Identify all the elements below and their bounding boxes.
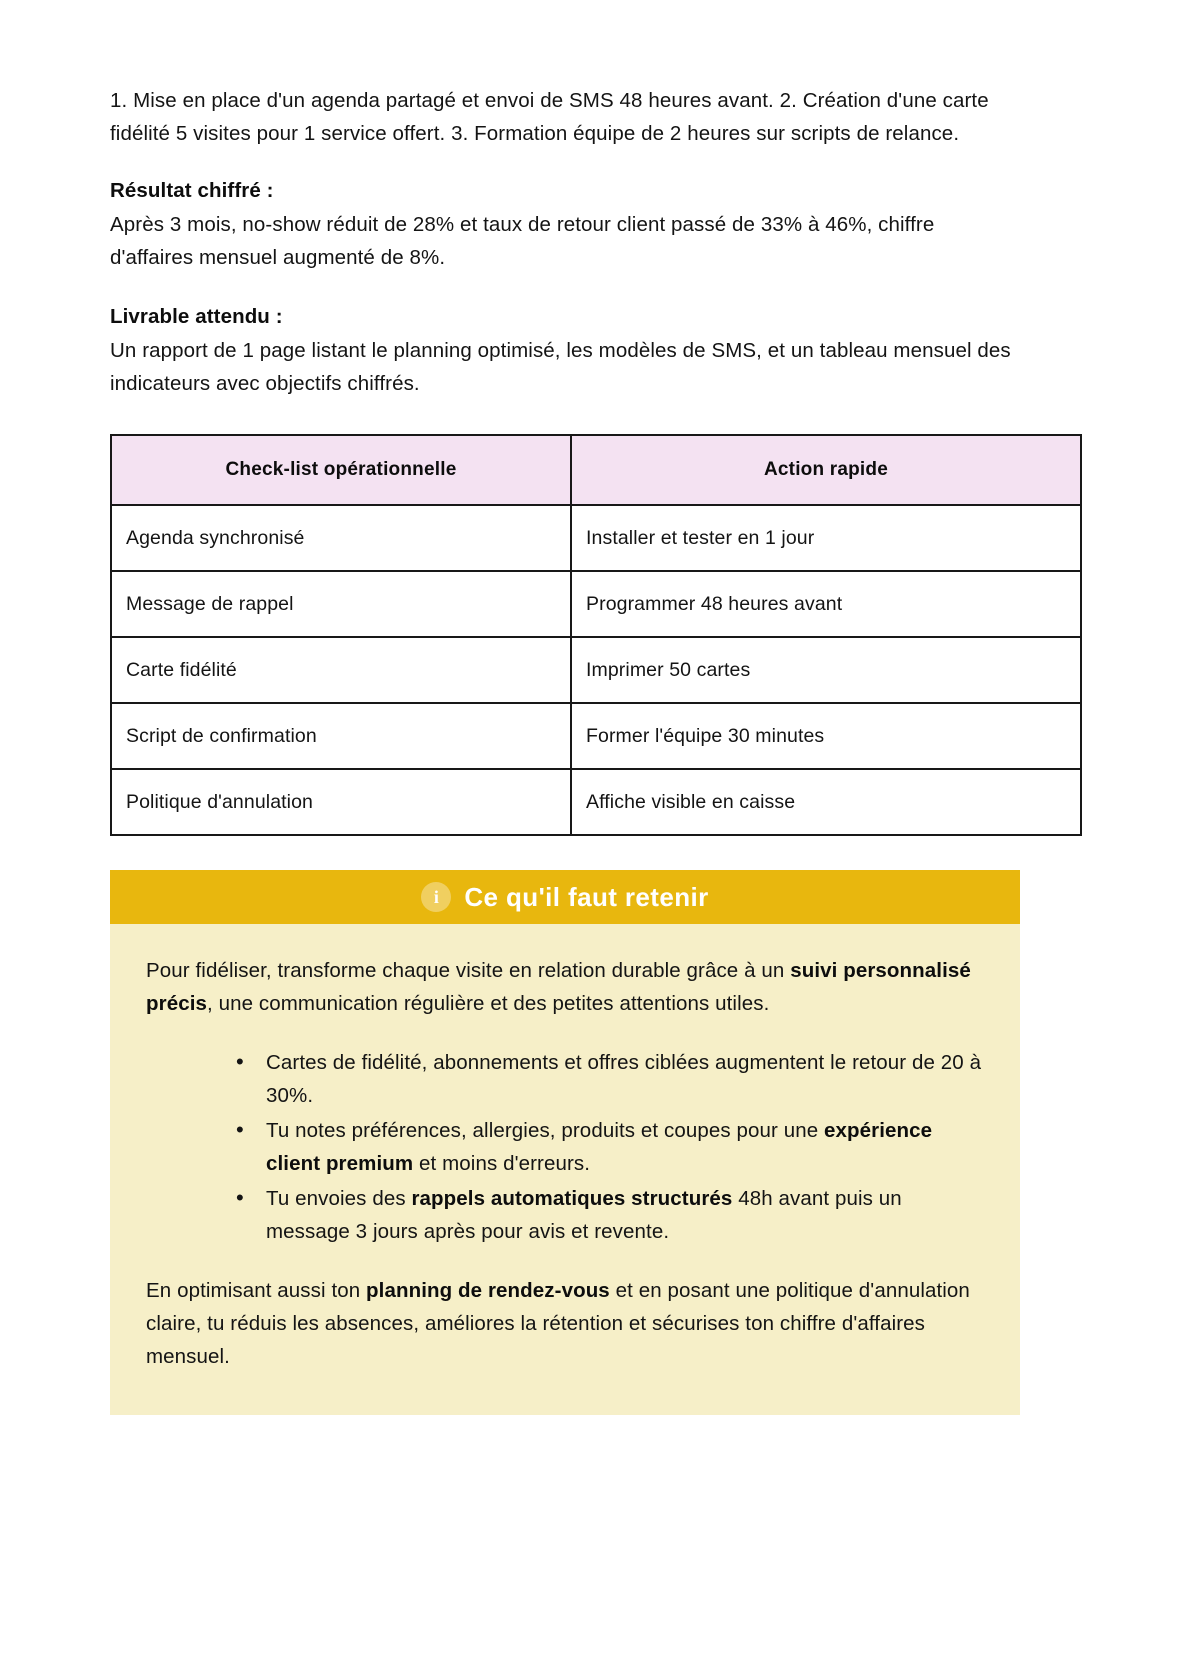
section-resultat-chiffre	[110, 176, 1090, 274]
table-cell-checklist: Agenda synchronisé	[111, 505, 571, 571]
table-cell-action: Programmer 48 heures avant	[571, 571, 1081, 637]
table-cell-checklist: Carte fidélité	[111, 637, 571, 703]
section-body: Après 3 mois, no-show réduit de 28% et taux de retour client passé de 33% à 46%, chiffre d'affaires mensuel augmenté de 8%.	[110, 213, 935, 269]
section-livrable-attendu	[110, 302, 1090, 400]
checklist-table	[110, 434, 1082, 836]
table-row	[111, 637, 1081, 703]
table-row	[111, 571, 1081, 637]
table-cell-action: Affiche visible en caisse	[571, 769, 1081, 835]
table-header-action: Action rapide	[571, 435, 1081, 505]
info-icon: i	[421, 882, 451, 912]
table-header-row	[111, 435, 1081, 505]
callout-header	[110, 870, 1020, 924]
table-cell-action: Imprimer 50 cartes	[571, 637, 1081, 703]
table-cell-action: Former l'équipe 30 minutes	[571, 703, 1081, 769]
section-body: Un rapport de 1 page listant le planning optimisé, les modèles de SMS, et un tableau mensuel des indicateurs avec objectifs chiffrés.	[110, 339, 1011, 395]
table-cell-checklist: Script de confirmation	[111, 703, 571, 769]
list-item: • Cartes de fidélité, abonnements et offres ciblées augmentent le retour de 20 à 30%.	[236, 1046, 984, 1112]
callout-bullet-list	[146, 1046, 984, 1248]
table-row	[111, 769, 1081, 835]
key-takeaway-callout	[110, 870, 1020, 1415]
section-heading: Résultat chiffré :	[110, 179, 274, 202]
table-row	[111, 703, 1081, 769]
callout-body	[110, 924, 1020, 1415]
callout-outro-paragraph: En optimisant aussi ton planning de rendez-vous et en posant une politique d'annulation claire, tu réduis les absences, améliores la rétention et sécurises ton chiffre d'affaires mensuel.	[146, 1279, 970, 1368]
table-cell-checklist: Politique d'annulation	[111, 769, 571, 835]
callout-intro-paragraph: Pour fidéliser, transforme chaque visite en relation durable grâce à un suivi personnalisé précis, une communication régulière et des petites attentions utiles.	[146, 959, 971, 1015]
intro-paragraph: 1. Mise en place d'un agenda partagé et envoi de SMS 48 heures avant. 2. Création d'une carte fidélité 5 visites pour 1 service offert. 3. Formation équipe de 2 heures sur scripts de relance.	[110, 89, 989, 145]
table-header-checklist: Check-list opérationnelle	[111, 435, 571, 505]
list-item: • Tu notes préférences, allergies, produits et coupes pour une expérience client premium et moins d'erreurs.	[236, 1114, 984, 1180]
list-item: • Tu envoies des rappels automatiques structurés 48h avant puis un message 3 jours après pour avis et revente.	[236, 1182, 984, 1248]
table-cell-checklist: Message de rappel	[111, 571, 571, 637]
callout-title: Ce qu'il faut retenir	[464, 881, 709, 912]
table-cell-action: Installer et tester en 1 jour	[571, 505, 1081, 571]
table-row	[111, 505, 1081, 571]
table-body	[111, 505, 1081, 835]
section-heading: Livrable attendu :	[110, 305, 283, 328]
